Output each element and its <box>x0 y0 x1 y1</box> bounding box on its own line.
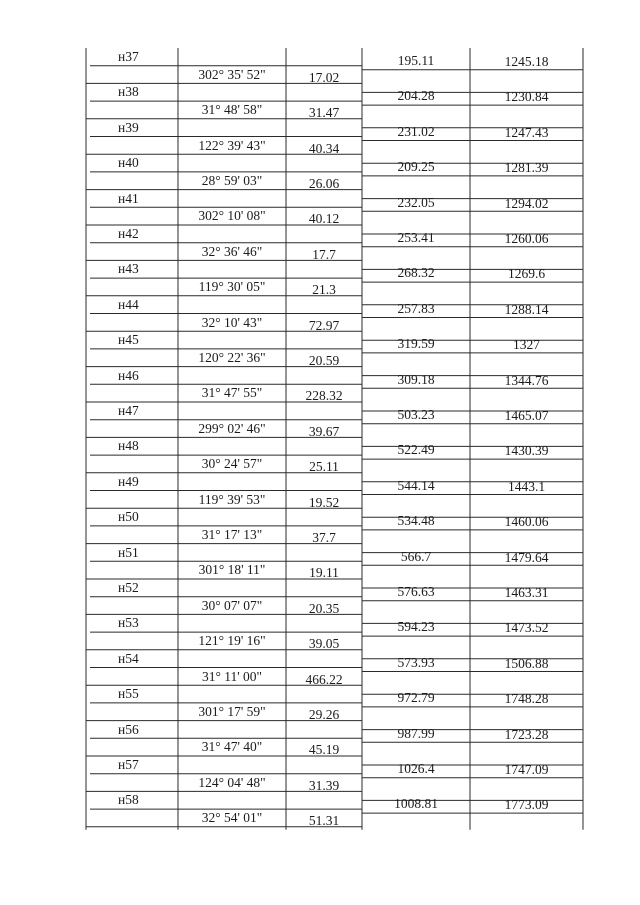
point-name: н37 <box>118 49 139 64</box>
direction-angle: 120° 22' 36" <box>198 349 266 365</box>
direction-angle: 302° 10' 08" <box>198 208 266 224</box>
coordinate-x: 209.25 <box>397 159 435 175</box>
coordinate-y: 1245.18 <box>504 54 549 69</box>
direction-angle: 32° 36' 46" <box>201 243 263 259</box>
direction-angle: 30° 07' 07" <box>201 597 263 613</box>
point-name: н53 <box>118 615 139 631</box>
segment-length: 228.32 <box>305 388 343 404</box>
coordinate-x: 257.83 <box>397 300 435 316</box>
segment-length: 72.97 <box>308 317 340 333</box>
coordinate-y: 1260.06 <box>504 231 549 246</box>
point-name: н54 <box>118 650 139 666</box>
direction-angle: 32° 10' 43" <box>201 314 263 330</box>
segment-length: 45.19 <box>308 742 340 758</box>
direction-angle: 301° 18' 11" <box>198 562 266 578</box>
direction-angle: 119° 30' 05" <box>198 279 266 295</box>
coordinate-y: 1747.09 <box>504 762 549 777</box>
coordinate-x: 594.23 <box>397 619 435 635</box>
point-name: н48 <box>118 438 139 454</box>
segment-length: 31.47 <box>308 105 340 121</box>
coordinate-y: 1465.07 <box>504 408 549 423</box>
direction-angle: 30° 24' 57" <box>201 456 263 472</box>
coordinate-x: 268.32 <box>397 265 435 281</box>
point-name: н40 <box>118 155 139 171</box>
coordinate-x: 576.63 <box>397 584 435 599</box>
coordinate-y: 1281.39 <box>504 160 549 176</box>
point-name: н50 <box>118 509 139 525</box>
segment-length: 40.34 <box>308 140 340 156</box>
coordinate-y: 1460.06 <box>504 514 549 530</box>
direction-angle: 31° 47' 40" <box>201 739 263 755</box>
point-name: н39 <box>118 119 139 135</box>
point-name: н49 <box>118 473 139 489</box>
point-name: н45 <box>118 332 139 348</box>
coordinate-y: 1479.64 <box>504 549 549 565</box>
point-name: н42 <box>118 226 139 241</box>
point-name: н56 <box>118 721 139 737</box>
point-name: н47 <box>118 403 139 418</box>
coordinate-x: 534.48 <box>397 513 435 529</box>
direction-angle: 31° 17' 13" <box>201 526 263 542</box>
segment-length: 17.02 <box>308 69 340 85</box>
segment-length: 40.12 <box>308 211 340 227</box>
point-name: н38 <box>118 84 139 100</box>
segment-length: 39.05 <box>308 636 340 652</box>
segment-length: 17.7 <box>312 246 336 262</box>
coordinate-y: 1230.84 <box>504 89 549 105</box>
point-name: н46 <box>118 367 139 383</box>
coordinate-y: 1773.09 <box>504 797 549 813</box>
direction-angle: 122° 39' 43" <box>198 137 266 153</box>
coordinate-x: 253.41 <box>397 230 435 245</box>
point-name: н52 <box>118 580 139 595</box>
point-name: н44 <box>118 296 139 312</box>
coordinate-x: 195.11 <box>397 53 435 68</box>
direction-angle: 31° 11' 00" <box>201 668 263 684</box>
coordinate-y: 1723.28 <box>504 726 549 742</box>
direction-angle: 124° 04' 48" <box>198 774 266 790</box>
segment-length: 37.7 <box>312 529 336 545</box>
coordinate-x: 1026.4 <box>397 761 435 776</box>
coordinate-x: 522.49 <box>397 442 435 458</box>
segment-length: 29.26 <box>308 706 340 722</box>
direction-angle: 28° 59' 03" <box>201 172 263 188</box>
coordinate-x: 544.14 <box>397 477 435 493</box>
point-name: н57 <box>118 757 139 772</box>
coordinate-y: 1288.14 <box>504 301 549 317</box>
point-name: н58 <box>118 792 139 808</box>
direction-angle: 302° 35' 52" <box>198 66 266 82</box>
coordinate-x: 987.99 <box>397 725 435 741</box>
coordinate-y: 1443.1 <box>507 478 546 494</box>
coordinate-x: 1008.81 <box>394 796 438 812</box>
segment-length: 19.11 <box>309 565 339 581</box>
direction-angle: 301° 17' 59" <box>198 703 266 719</box>
direction-angle: 31° 48' 58" <box>201 102 263 118</box>
coordinate-y: 1748.28 <box>504 691 549 707</box>
segment-length: 31.39 <box>308 777 340 793</box>
coordinate-x: 972.79 <box>397 690 435 706</box>
coordinate-y: 1344.76 <box>504 372 549 388</box>
direction-angle: 119° 39' 53" <box>198 491 266 507</box>
coordinate-x: 309.18 <box>397 371 435 387</box>
coordinate-y: 1327 <box>513 337 540 353</box>
coordinate-x: 231.02 <box>397 123 435 139</box>
coordinate-y: 1269.6 <box>507 266 546 282</box>
coordinate-y: 1506.88 <box>504 655 549 671</box>
point-name: н41 <box>118 190 139 206</box>
coordinate-x: 319.59 <box>397 336 435 352</box>
segment-length: 21.3 <box>312 282 336 298</box>
coordinate-x: 232.05 <box>397 194 435 210</box>
coordinate-y: 1463.31 <box>504 585 549 600</box>
segment-length: 39.67 <box>308 423 340 439</box>
coordinate-x: 503.23 <box>397 407 435 422</box>
segment-length: 19.52 <box>308 494 340 510</box>
coordinate-y: 1473.52 <box>504 620 549 636</box>
coordinate-x: 573.93 <box>397 654 435 670</box>
segment-length: 20.35 <box>308 600 340 616</box>
direction-angle: 32° 54' 01" <box>201 810 263 826</box>
segment-length: 26.06 <box>308 175 340 191</box>
coordinate-y: 1247.43 <box>504 124 549 140</box>
coordinate-x: 566.7 <box>400 548 432 564</box>
point-name: н55 <box>118 686 139 702</box>
coordinate-y: 1294.02 <box>504 195 549 211</box>
coordinate-x: 204.28 <box>397 88 435 104</box>
segment-length: 51.31 <box>308 813 340 829</box>
direction-angle: 121° 19' 16" <box>198 633 266 649</box>
point-name: н51 <box>118 544 139 560</box>
segment-length: 25.11 <box>309 459 339 475</box>
direction-angle: 31° 47' 55" <box>201 385 263 401</box>
direction-angle: 299° 02' 46" <box>198 420 266 436</box>
coordinate-y: 1430.39 <box>504 443 549 459</box>
segment-length: 466.22 <box>305 671 343 687</box>
segment-length: 20.59 <box>308 352 340 368</box>
point-name: н43 <box>118 261 139 277</box>
